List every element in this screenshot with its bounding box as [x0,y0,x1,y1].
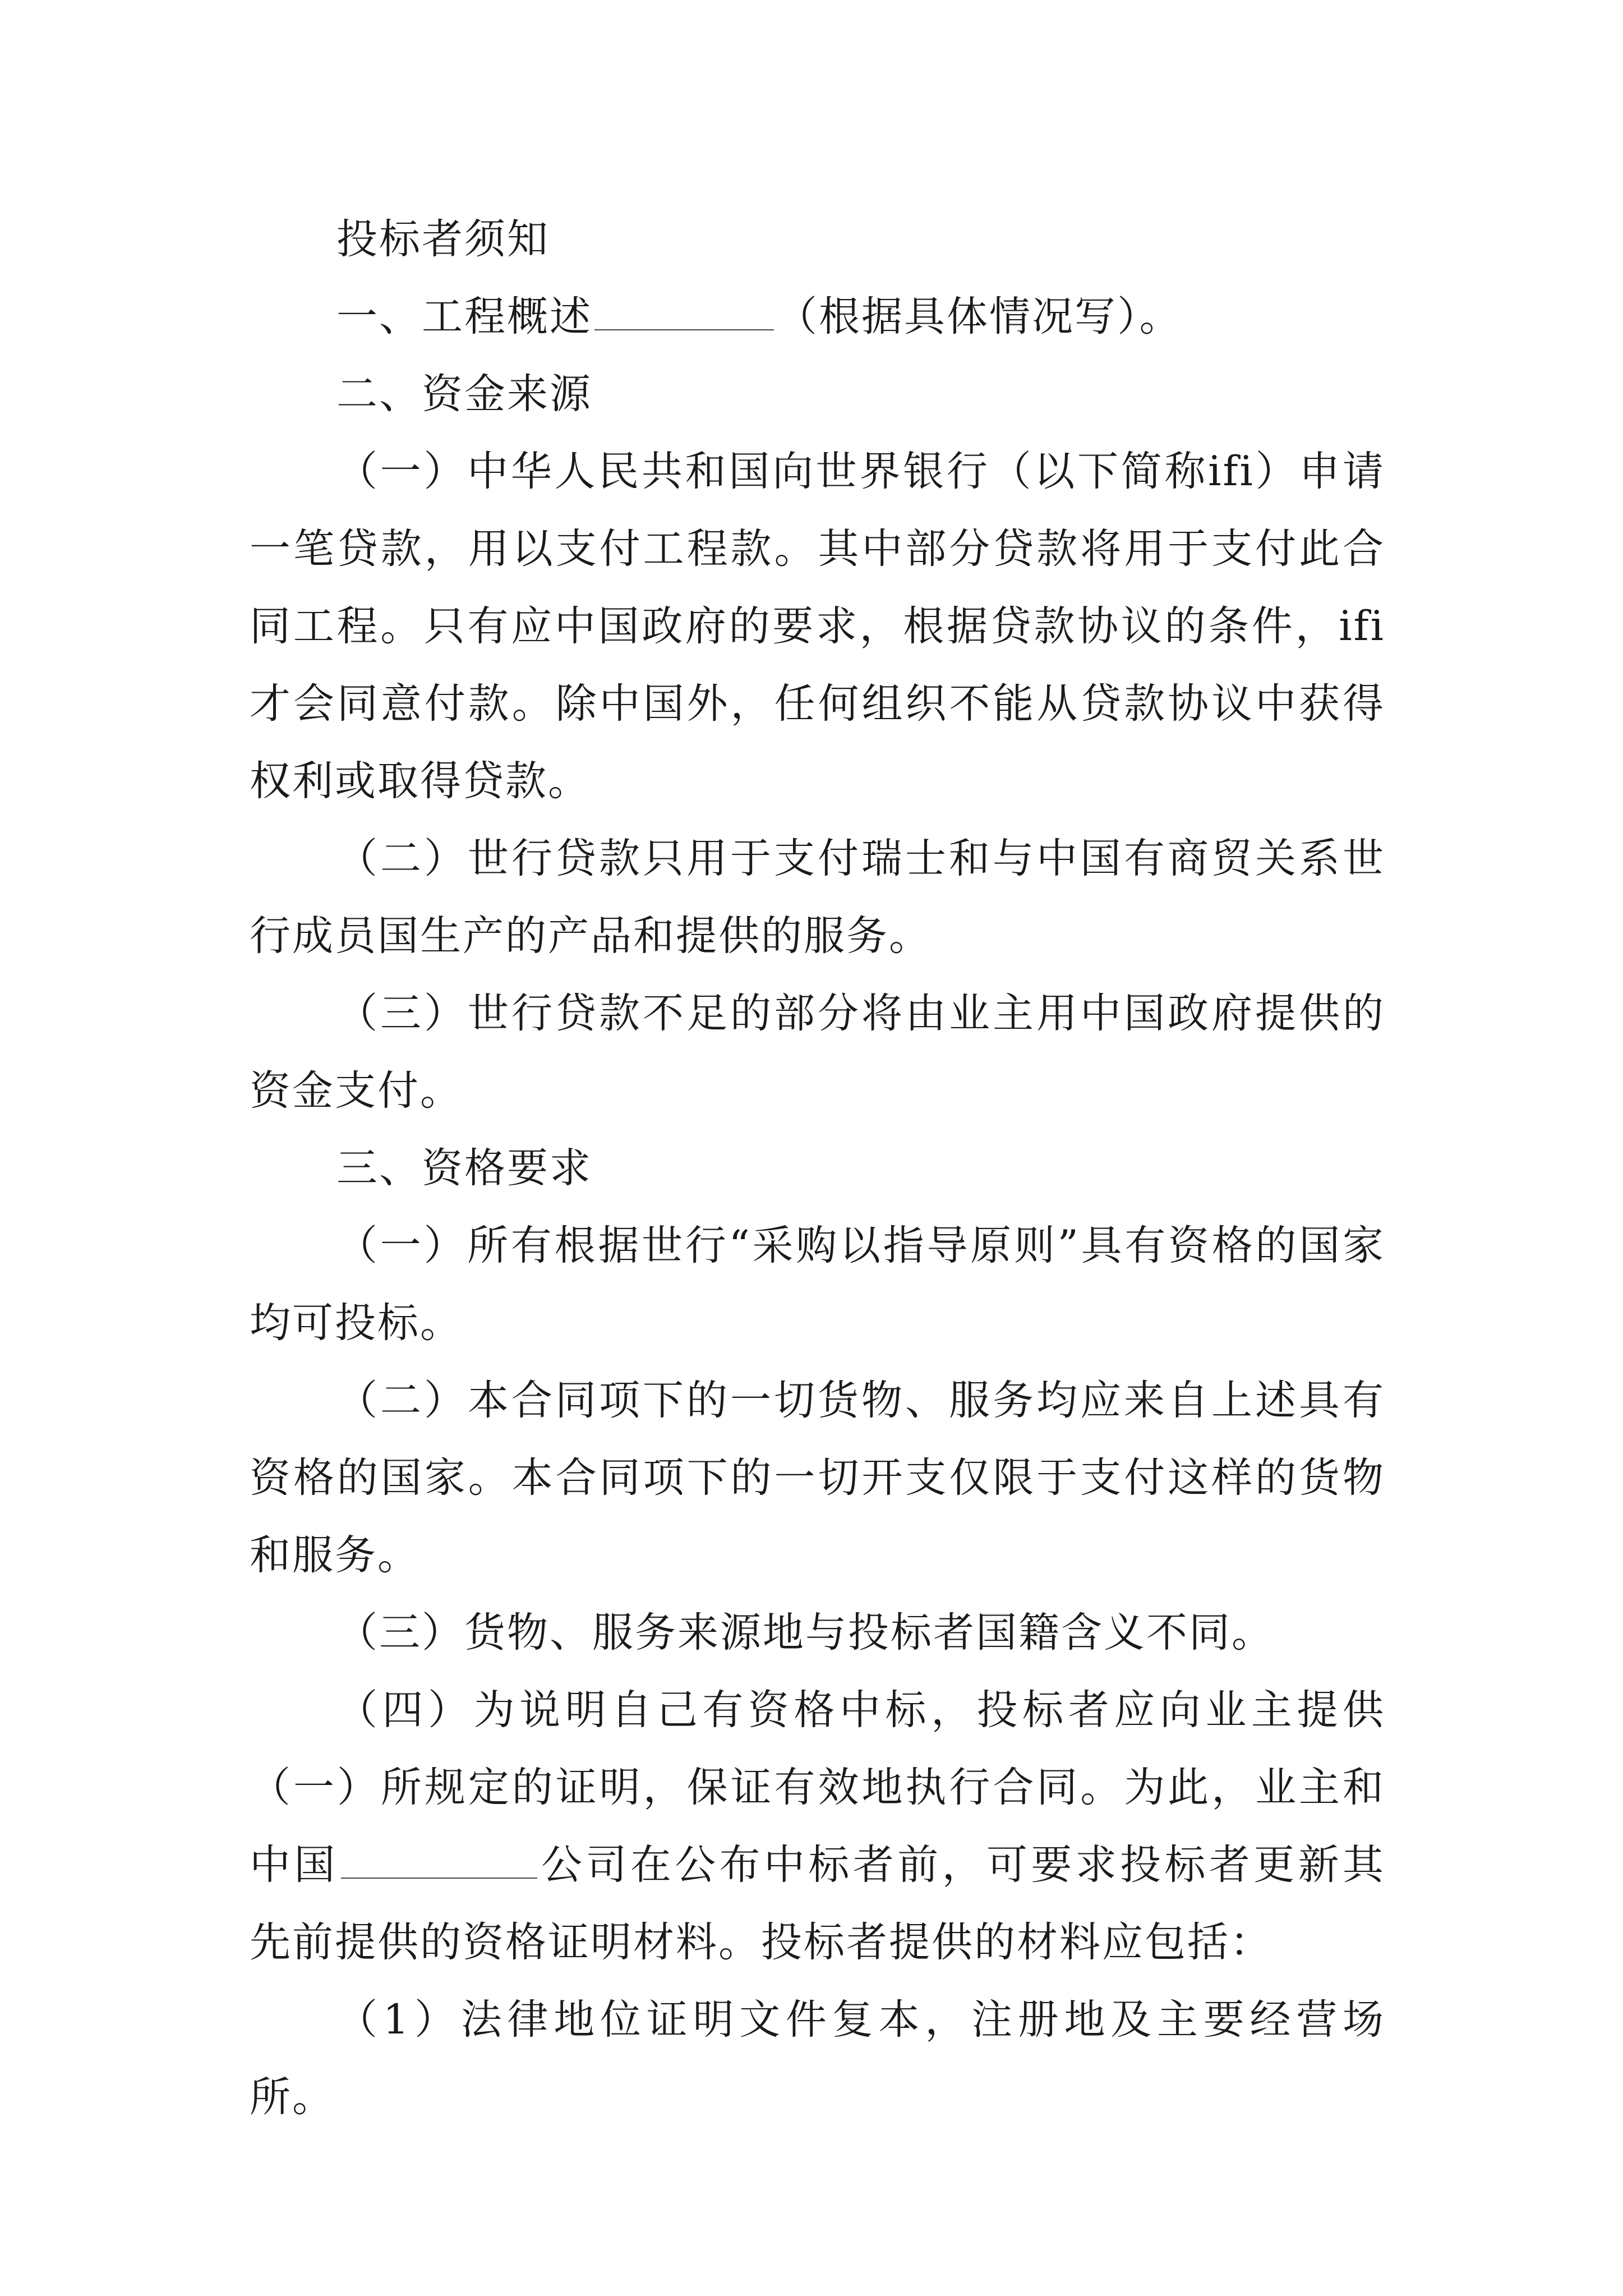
paragraph-text: （四）为说明自己有资格中标，投标者应向业主提供（一）所规定的证明，保证有效地执行合同。为此，业主和中国 [250,1686,1385,1889]
section-2-label: 二、资金来源 [336,370,592,418]
paragraph-text: （三）世行贷款不足的部分将由业主用中国政府提供的资金支付。 [250,990,1385,1115]
paragraph-text: （一）所有根据世行“采购以指导原则”具有资格的国家均可投标。 [250,1222,1385,1347]
paragraph-text: （二）本合同项下的一切货物、服务均应来自上述具有资格的国家。本合同项下的一切开支仅限于支付这样的货物和服务。 [250,1377,1385,1579]
section-3-label: 三、资格要求 [336,1144,592,1192]
fill-in-blank [594,329,774,330]
section-3-paragraph-1 [250,1207,1385,1362]
section-3-heading [250,1130,1385,1207]
fill-in-blank [341,1877,537,1879]
section-1-heading [250,278,1385,356]
title-text: 投标者须知 [336,215,550,263]
section-1-note: （根据具体情况写）。 [776,293,1182,341]
section-3-paragraph-2 [250,1362,1385,1594]
section-2-paragraph-3 [250,975,1385,1130]
paragraph-text-continued: 公司在公布中标者前，可要求投标者更新其先前提供的资格证明材料。投标者提供的材料应包括： [250,1841,1386,1966]
section-2-heading [250,356,1385,433]
paragraph-text: （1）法律地位证明文件复本，注册地及主要经营场所。 [250,1996,1385,2121]
paragraph-text: （一）中华人民共和国向世界银行（以下简称ifi）申请一笔贷款，用以支付工程款。其中部分贷款将用于支付此合同工程。只有应中国政府的要求，根据贷款协议的条件，ifi才会同意付款。除中国外，任何组织不能从贷款协议中获得权利或取得贷款。 [250,448,1385,805]
section-1-label: 一、工程概述 [336,293,592,341]
section-3-paragraph-3 [250,1594,1385,1672]
document-title [250,201,1385,278]
section-3-paragraph-4 [250,1672,1385,1981]
section-2-paragraph-1 [250,433,1385,820]
section-3-paragraph-5 [250,1981,1385,2136]
paragraph-text: （三）货物、服务来源地与投标者国籍含义不同。 [336,1609,1274,1657]
paragraph-text: （二）世行贷款只用于支付瑞士和与中国有商贸关系世行成员国生产的产品和提供的服务。 [250,835,1385,960]
document-body [250,201,1385,2136]
section-2-paragraph-2 [250,820,1385,975]
